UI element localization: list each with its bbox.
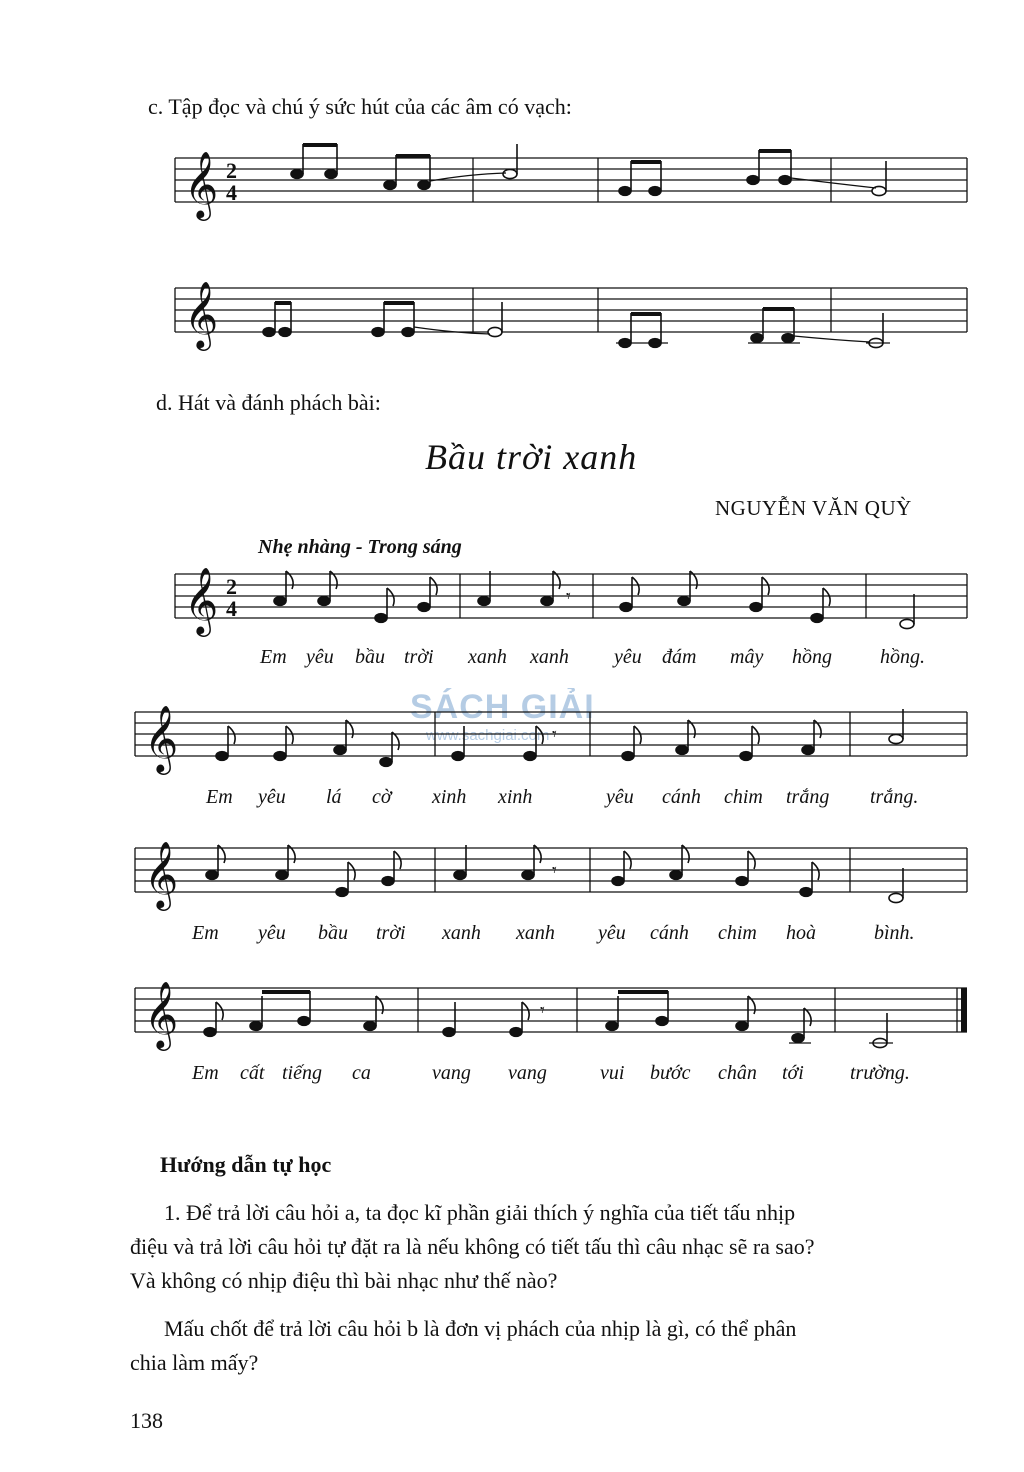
svg-text:𝄾: 𝄾 xyxy=(540,1000,545,1020)
svg-text:𝄾: 𝄾 xyxy=(552,860,557,880)
svg-text:4: 4 xyxy=(226,180,237,205)
lyric-line-3 xyxy=(0,922,1024,950)
lyric-word: trường. xyxy=(850,1062,910,1084)
lyric-word: hoà xyxy=(786,922,816,944)
lyric-word: đám xyxy=(662,646,697,668)
lyric-word: xinh xyxy=(498,786,533,808)
lyric-word: trời xyxy=(404,646,434,668)
guide-paragraph-1 xyxy=(130,1196,990,1298)
lyric-word: yêu xyxy=(258,922,286,944)
svg-text:𝄞: 𝄞 xyxy=(184,566,219,634)
lyric-line-1 xyxy=(0,646,1024,674)
lyric-word: Em xyxy=(206,786,233,808)
svg-text:𝄞: 𝄞 xyxy=(184,150,219,218)
lyric-word: cất xyxy=(240,1062,265,1084)
text-line: Mấu chốt để trả lời câu hỏi b là đơn vị phách của nhịp là gì, có thể phân xyxy=(164,1316,797,1341)
lyric-word: Em xyxy=(192,1062,219,1084)
text-line: điệu và trả lời câu hỏi tự đặt ra là nếu không có tiết tấu thì câu nhạc sẽ ra sao? xyxy=(130,1234,815,1259)
music-staff-song-1 xyxy=(0,556,1024,646)
music-staff-c1 xyxy=(0,140,1024,230)
lyric-word: xanh xyxy=(468,646,507,668)
lyric-line-2 xyxy=(0,786,1024,814)
exercise-c-heading: c. Tập đọc và chú ý sức hút của các âm có vạch: xyxy=(148,94,572,119)
lyric-word: xanh xyxy=(530,646,569,668)
svg-text:𝄞: 𝄞 xyxy=(144,704,179,772)
tempo-marking: Nhẹ nhàng - Trong sáng xyxy=(258,536,462,558)
song-title: Bầu trời xanh xyxy=(425,437,638,477)
lyric-word: xanh xyxy=(516,922,555,944)
lyric-word: chim xyxy=(718,922,757,944)
music-staff-song-2 xyxy=(0,694,1024,784)
lyric-word: cánh xyxy=(650,922,689,944)
lyric-line-4 xyxy=(0,1062,1024,1090)
lyric-word: ca xyxy=(352,1062,371,1084)
lyric-word: yêu xyxy=(306,646,334,668)
watermark-url: www.sachgiai.com xyxy=(426,727,550,744)
lyric-word: tiếng xyxy=(282,1062,322,1084)
lyric-word: yêu xyxy=(614,646,642,668)
svg-text:𝄾: 𝄾 xyxy=(552,724,557,744)
text-line: Và không có nhịp điệu thì bài nhạc như thế nào? xyxy=(130,1268,558,1293)
lyric-word: mây xyxy=(730,646,764,668)
lyric-word: xanh xyxy=(442,922,481,944)
svg-text:𝄾: 𝄾 xyxy=(566,586,571,606)
lyric-word: trắng xyxy=(786,786,830,808)
music-staff-c2 xyxy=(0,270,1024,370)
lyric-word: bầu xyxy=(355,646,385,668)
exercise-d-heading: d. Hát và đánh phách bài: xyxy=(156,390,381,415)
watermark-text: SÁCH GIẢI xyxy=(410,688,595,726)
lyric-word: chân xyxy=(718,1062,757,1084)
text-line: 1. Để trả lời câu hỏi a, ta đọc kĩ phần giải thích ý nghĩa của tiết tấu nhịp xyxy=(164,1200,796,1225)
svg-text:2: 2 xyxy=(226,158,237,183)
lyric-word: bầu xyxy=(318,922,348,944)
svg-text:𝄞: 𝄞 xyxy=(184,280,219,348)
lyric-word: yêu xyxy=(598,922,626,944)
svg-text:2: 2 xyxy=(226,574,237,599)
lyric-word: cánh xyxy=(662,786,701,808)
lyric-word: hồng xyxy=(792,646,832,668)
music-staff-song-4 xyxy=(0,970,1024,1060)
lyric-word: vui xyxy=(600,1062,625,1084)
svg-text:𝄞: 𝄞 xyxy=(144,980,179,1048)
lyric-word: Em xyxy=(192,922,219,944)
lyric-word: tới xyxy=(782,1062,804,1084)
lyric-word: hồng. xyxy=(880,646,925,668)
lyric-word: Em xyxy=(260,646,287,668)
lyric-word: vang xyxy=(508,1062,547,1084)
lyric-word: trắng. xyxy=(870,786,919,808)
lyric-word: vang xyxy=(432,1062,471,1084)
lyric-word: bình. xyxy=(874,922,915,944)
lyric-word: trời xyxy=(376,922,406,944)
lyric-word: cờ xyxy=(372,786,392,808)
music-staff-song-3 xyxy=(0,830,1024,920)
svg-text:𝄞: 𝄞 xyxy=(144,840,179,908)
text-line: chia làm mấy? xyxy=(130,1350,259,1375)
guide-heading: Hướng dẫn tự học xyxy=(160,1152,332,1177)
lyric-word: xinh xyxy=(432,786,467,808)
guide-paragraph-2 xyxy=(130,1312,990,1380)
lyric-word: lá xyxy=(326,786,342,808)
song-composer: NGUYỄN VĂN QUỲ xyxy=(715,496,912,520)
svg-text:4: 4 xyxy=(226,596,237,621)
lyric-word: yêu xyxy=(606,786,634,808)
page-number: 138 xyxy=(130,1408,163,1433)
lyric-word: yêu xyxy=(258,786,286,808)
lyric-word: bước xyxy=(650,1062,691,1084)
lyric-word: chim xyxy=(724,786,763,808)
